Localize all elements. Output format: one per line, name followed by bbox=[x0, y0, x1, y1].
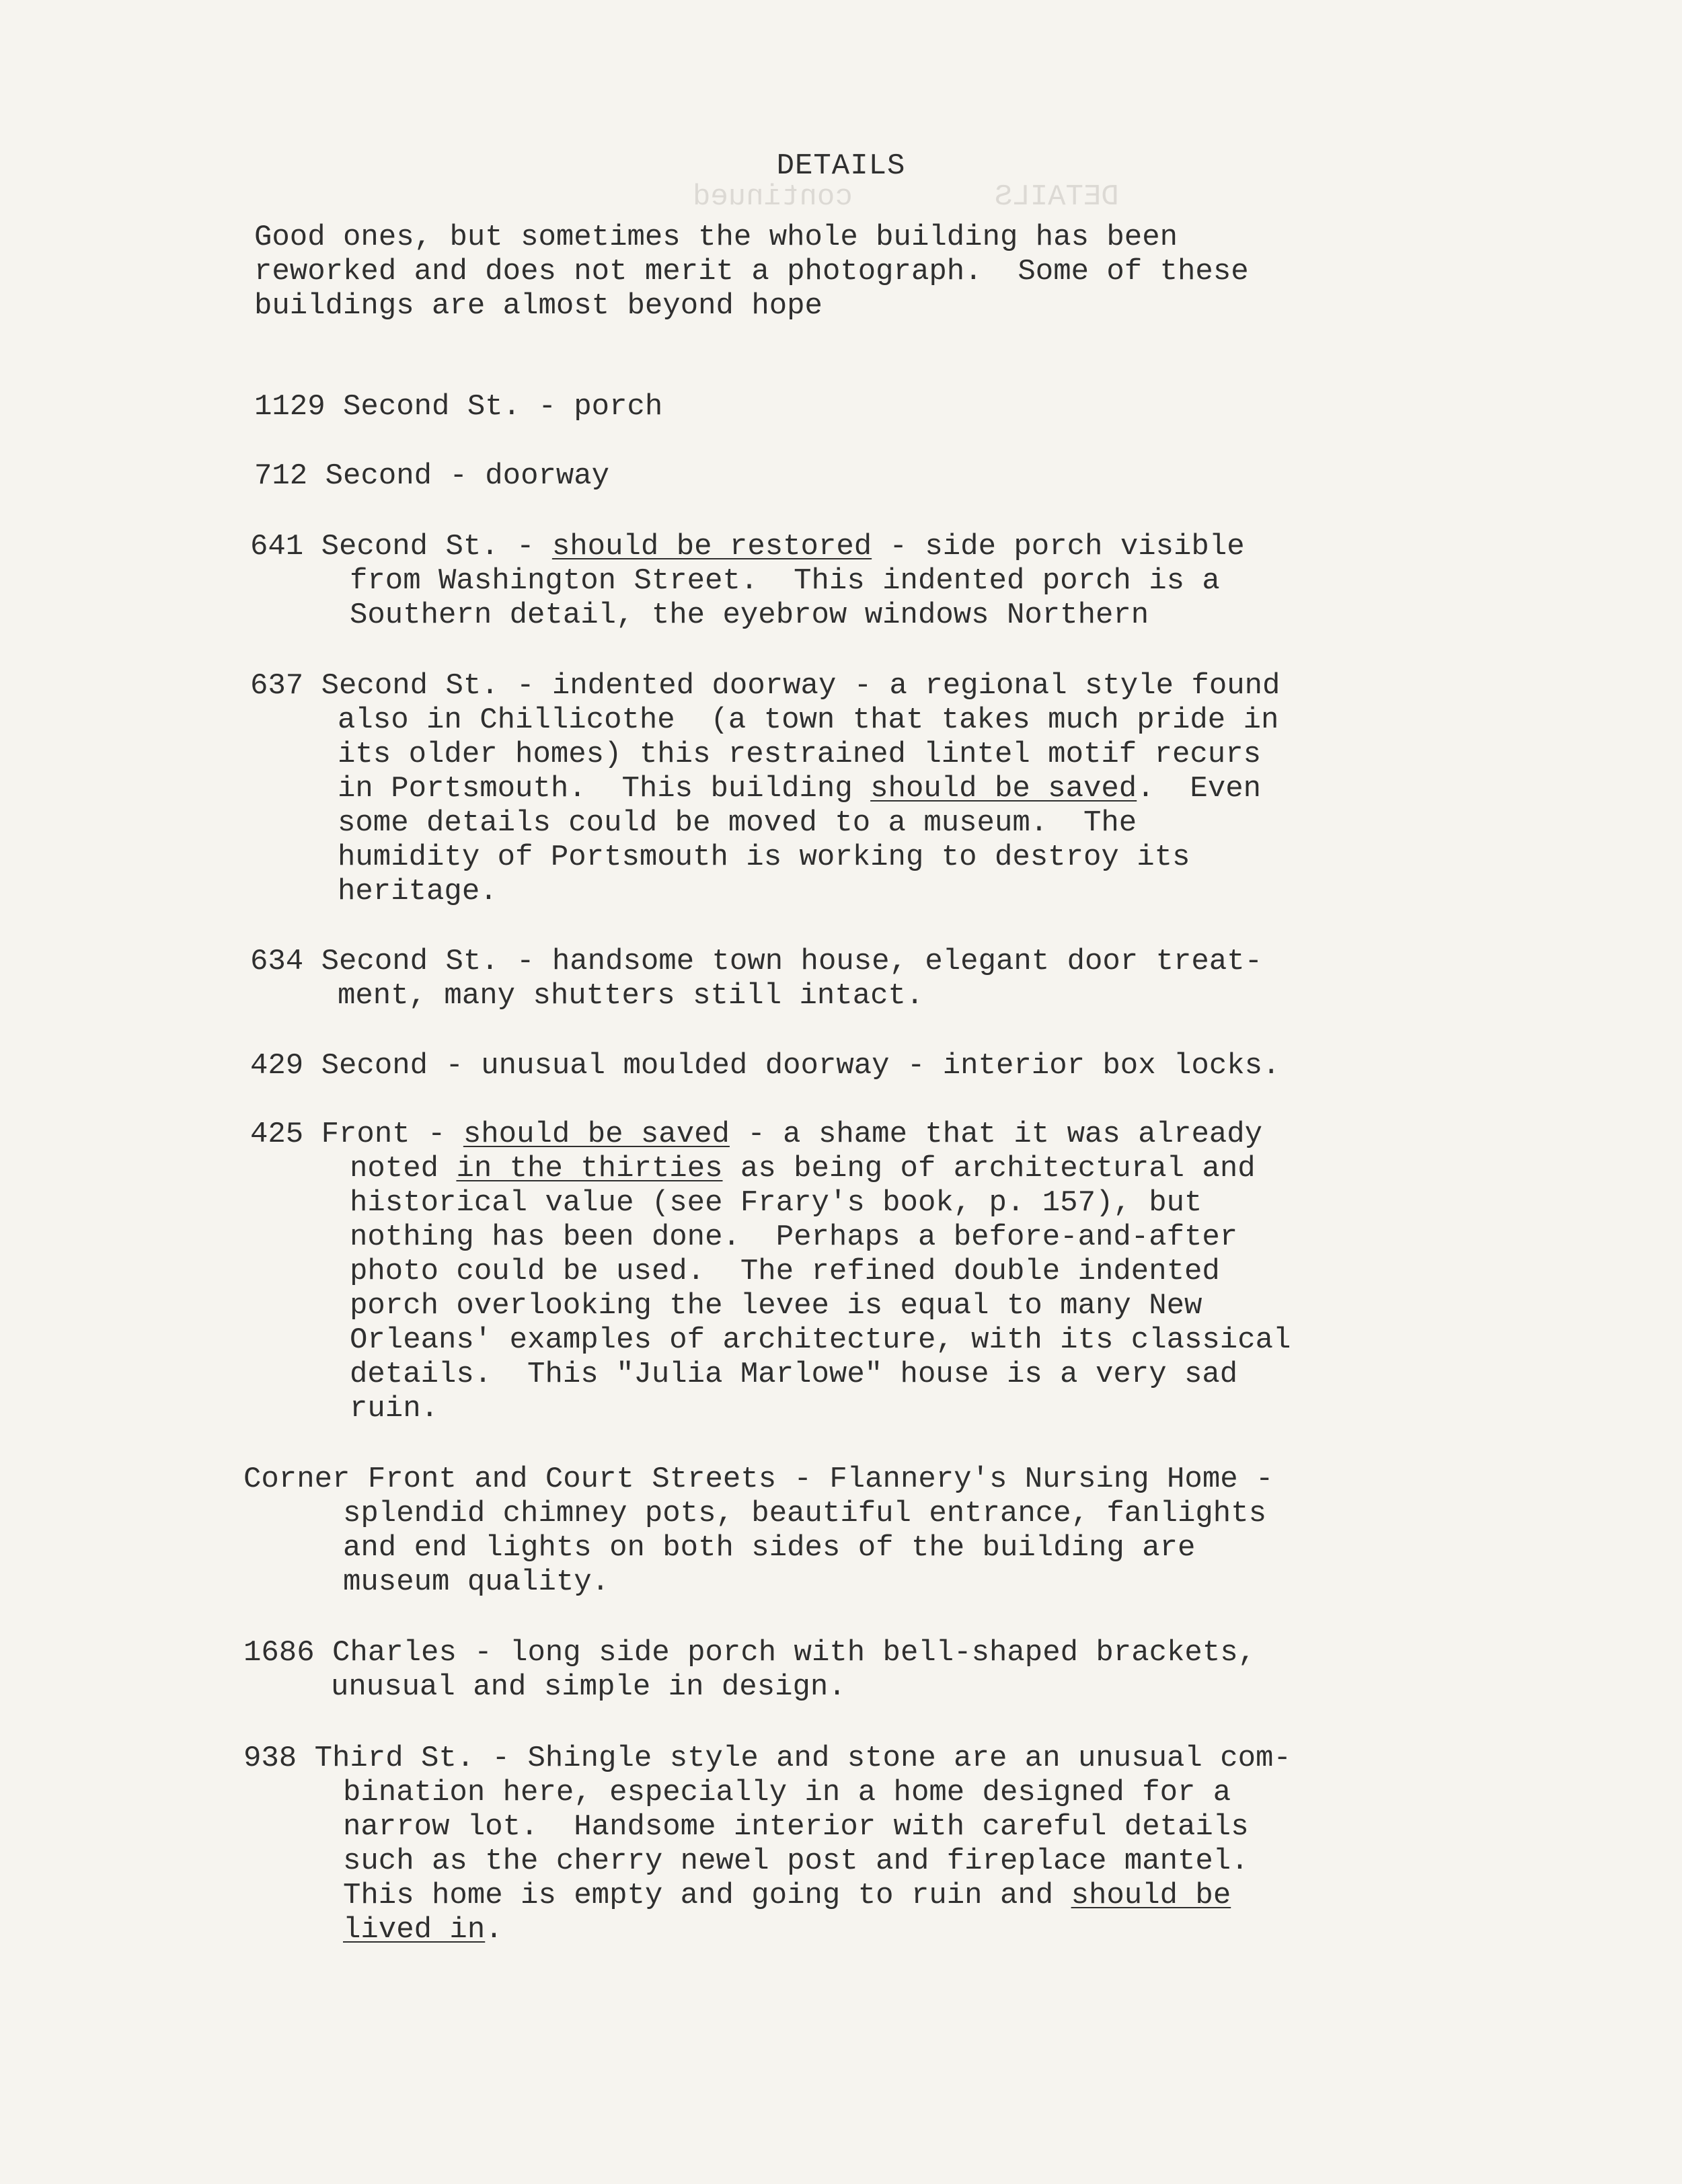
entry-line: 938 Third St. - Shingle style and stone are an unusual com- bbox=[243, 1742, 1291, 1775]
underlined-text: should be saved bbox=[463, 1118, 730, 1151]
entry-line: such as the cherry newel post and fireplace mantel. bbox=[343, 1844, 1249, 1878]
bleed-through-text: DETAILS continued bbox=[693, 180, 1119, 214]
entry-line: 637 Second St. - indented doorway - a regional style found bbox=[250, 669, 1280, 703]
entry-line: ruin. bbox=[350, 1392, 439, 1426]
entry-line: 429 Second - unusual moulded doorway - interior box locks. bbox=[250, 1049, 1280, 1083]
entry-line: 1129 Second St. - porch bbox=[254, 390, 663, 424]
entry-line: 712 Second - doorway bbox=[254, 459, 610, 493]
entry-line: splendid chimney pots, beautiful entrance, fanlights bbox=[343, 1497, 1267, 1530]
entry-text: 425 Front - bbox=[250, 1118, 463, 1151]
entry-line: details. This "Julia Marlowe" house is a very sad bbox=[350, 1358, 1238, 1391]
entry-line: its older homes) this restrained lintel motif recurs bbox=[338, 738, 1262, 771]
entry-line: historical value (see Frary's book, p. 157), but bbox=[350, 1186, 1202, 1220]
page-title: DETAILS bbox=[776, 149, 906, 183]
entry-712 bbox=[254, 459, 609, 494]
entry-line: museum quality. bbox=[343, 1565, 610, 1599]
entry-1129 bbox=[254, 390, 662, 424]
entry-line: also in Chillicothe (a town that takes much pride in bbox=[338, 703, 1279, 737]
entry-line bbox=[243, 1913, 1291, 1947]
entry-line: 1686 Charles - long side porch with bell-shaped brackets, bbox=[243, 1636, 1256, 1670]
entry-line: porch overlooking the levee is equal to many New bbox=[350, 1289, 1202, 1323]
intro-line: Good ones, but sometimes the whole building has been bbox=[254, 221, 1178, 254]
entry-425 bbox=[250, 1118, 1291, 1426]
entry-line: narrow lot. Handsome interior with careful details bbox=[343, 1810, 1249, 1844]
entry-text: as being of architectural and bbox=[722, 1152, 1256, 1185]
entry-938 bbox=[243, 1742, 1291, 1947]
entry-line: heritage. bbox=[338, 875, 498, 908]
entry-text: - side porch visible bbox=[872, 530, 1245, 563]
entry-line bbox=[243, 1879, 1291, 1913]
entry-line: Southern detail, the eyebrow windows Northern bbox=[350, 598, 1149, 632]
intro-paragraph bbox=[254, 221, 1465, 323]
entry-641 bbox=[250, 530, 1245, 633]
entry-text: 641 Second St. - bbox=[250, 530, 552, 563]
entry-line bbox=[250, 530, 1245, 564]
entry-line: photo could be used. The refined double indented bbox=[350, 1255, 1220, 1288]
entry-text: . Even bbox=[1137, 772, 1262, 806]
entry-634 bbox=[250, 945, 1262, 1013]
underlined-text: should be restored bbox=[551, 530, 872, 563]
entry-text: - a shame that it was already bbox=[729, 1118, 1263, 1151]
entry-text: This home is empty and going to ruin and bbox=[343, 1879, 1071, 1912]
entry-line bbox=[250, 1152, 1291, 1186]
entry-line bbox=[250, 772, 1280, 806]
underlined-text: lived in bbox=[343, 1913, 486, 1947]
underlined-text: should be saved bbox=[870, 772, 1137, 806]
entry-line: bination here, especially in a home designed for a bbox=[343, 1776, 1231, 1809]
entry-line: humidity of Portsmouth is working to destroy its bbox=[338, 841, 1190, 874]
entry-line: ment, many shutters still intact. bbox=[338, 979, 924, 1013]
entry-line: Orleans' examples of architecture, with its classical bbox=[350, 1323, 1291, 1357]
entry-1686 bbox=[243, 1636, 1256, 1705]
intro-line: reworked and does not merit a photograph. Some of these bbox=[254, 255, 1249, 288]
entry-line: some details could be moved to a museum. The bbox=[338, 806, 1137, 840]
entry-line: nothing has been done. Perhaps a before-and-after bbox=[350, 1220, 1238, 1254]
entry-text: . bbox=[485, 1913, 503, 1947]
entry-text: in Portsmouth. This building bbox=[338, 772, 871, 806]
entry-line: Corner Front and Court Streets - Flannery's Nursing Home - bbox=[243, 1462, 1274, 1496]
entry-corner-front-court bbox=[243, 1462, 1273, 1600]
intro-line: buildings are almost beyond hope bbox=[254, 289, 823, 323]
entry-text: noted bbox=[350, 1152, 457, 1185]
entry-637 bbox=[250, 669, 1280, 909]
entry-line bbox=[250, 1118, 1291, 1152]
underlined-text: in the thirties bbox=[456, 1152, 723, 1185]
underlined-text: should be bbox=[1071, 1879, 1231, 1912]
entry-line: from Washington Street. This indented porch is a bbox=[350, 564, 1220, 598]
entry-line: and end lights on both sides of the building are bbox=[343, 1531, 1196, 1565]
entry-429 bbox=[250, 1049, 1280, 1083]
entry-line: unusual and simple in design. bbox=[331, 1670, 846, 1704]
entry-line: 634 Second St. - handsome town house, elegant door treat- bbox=[250, 945, 1263, 978]
